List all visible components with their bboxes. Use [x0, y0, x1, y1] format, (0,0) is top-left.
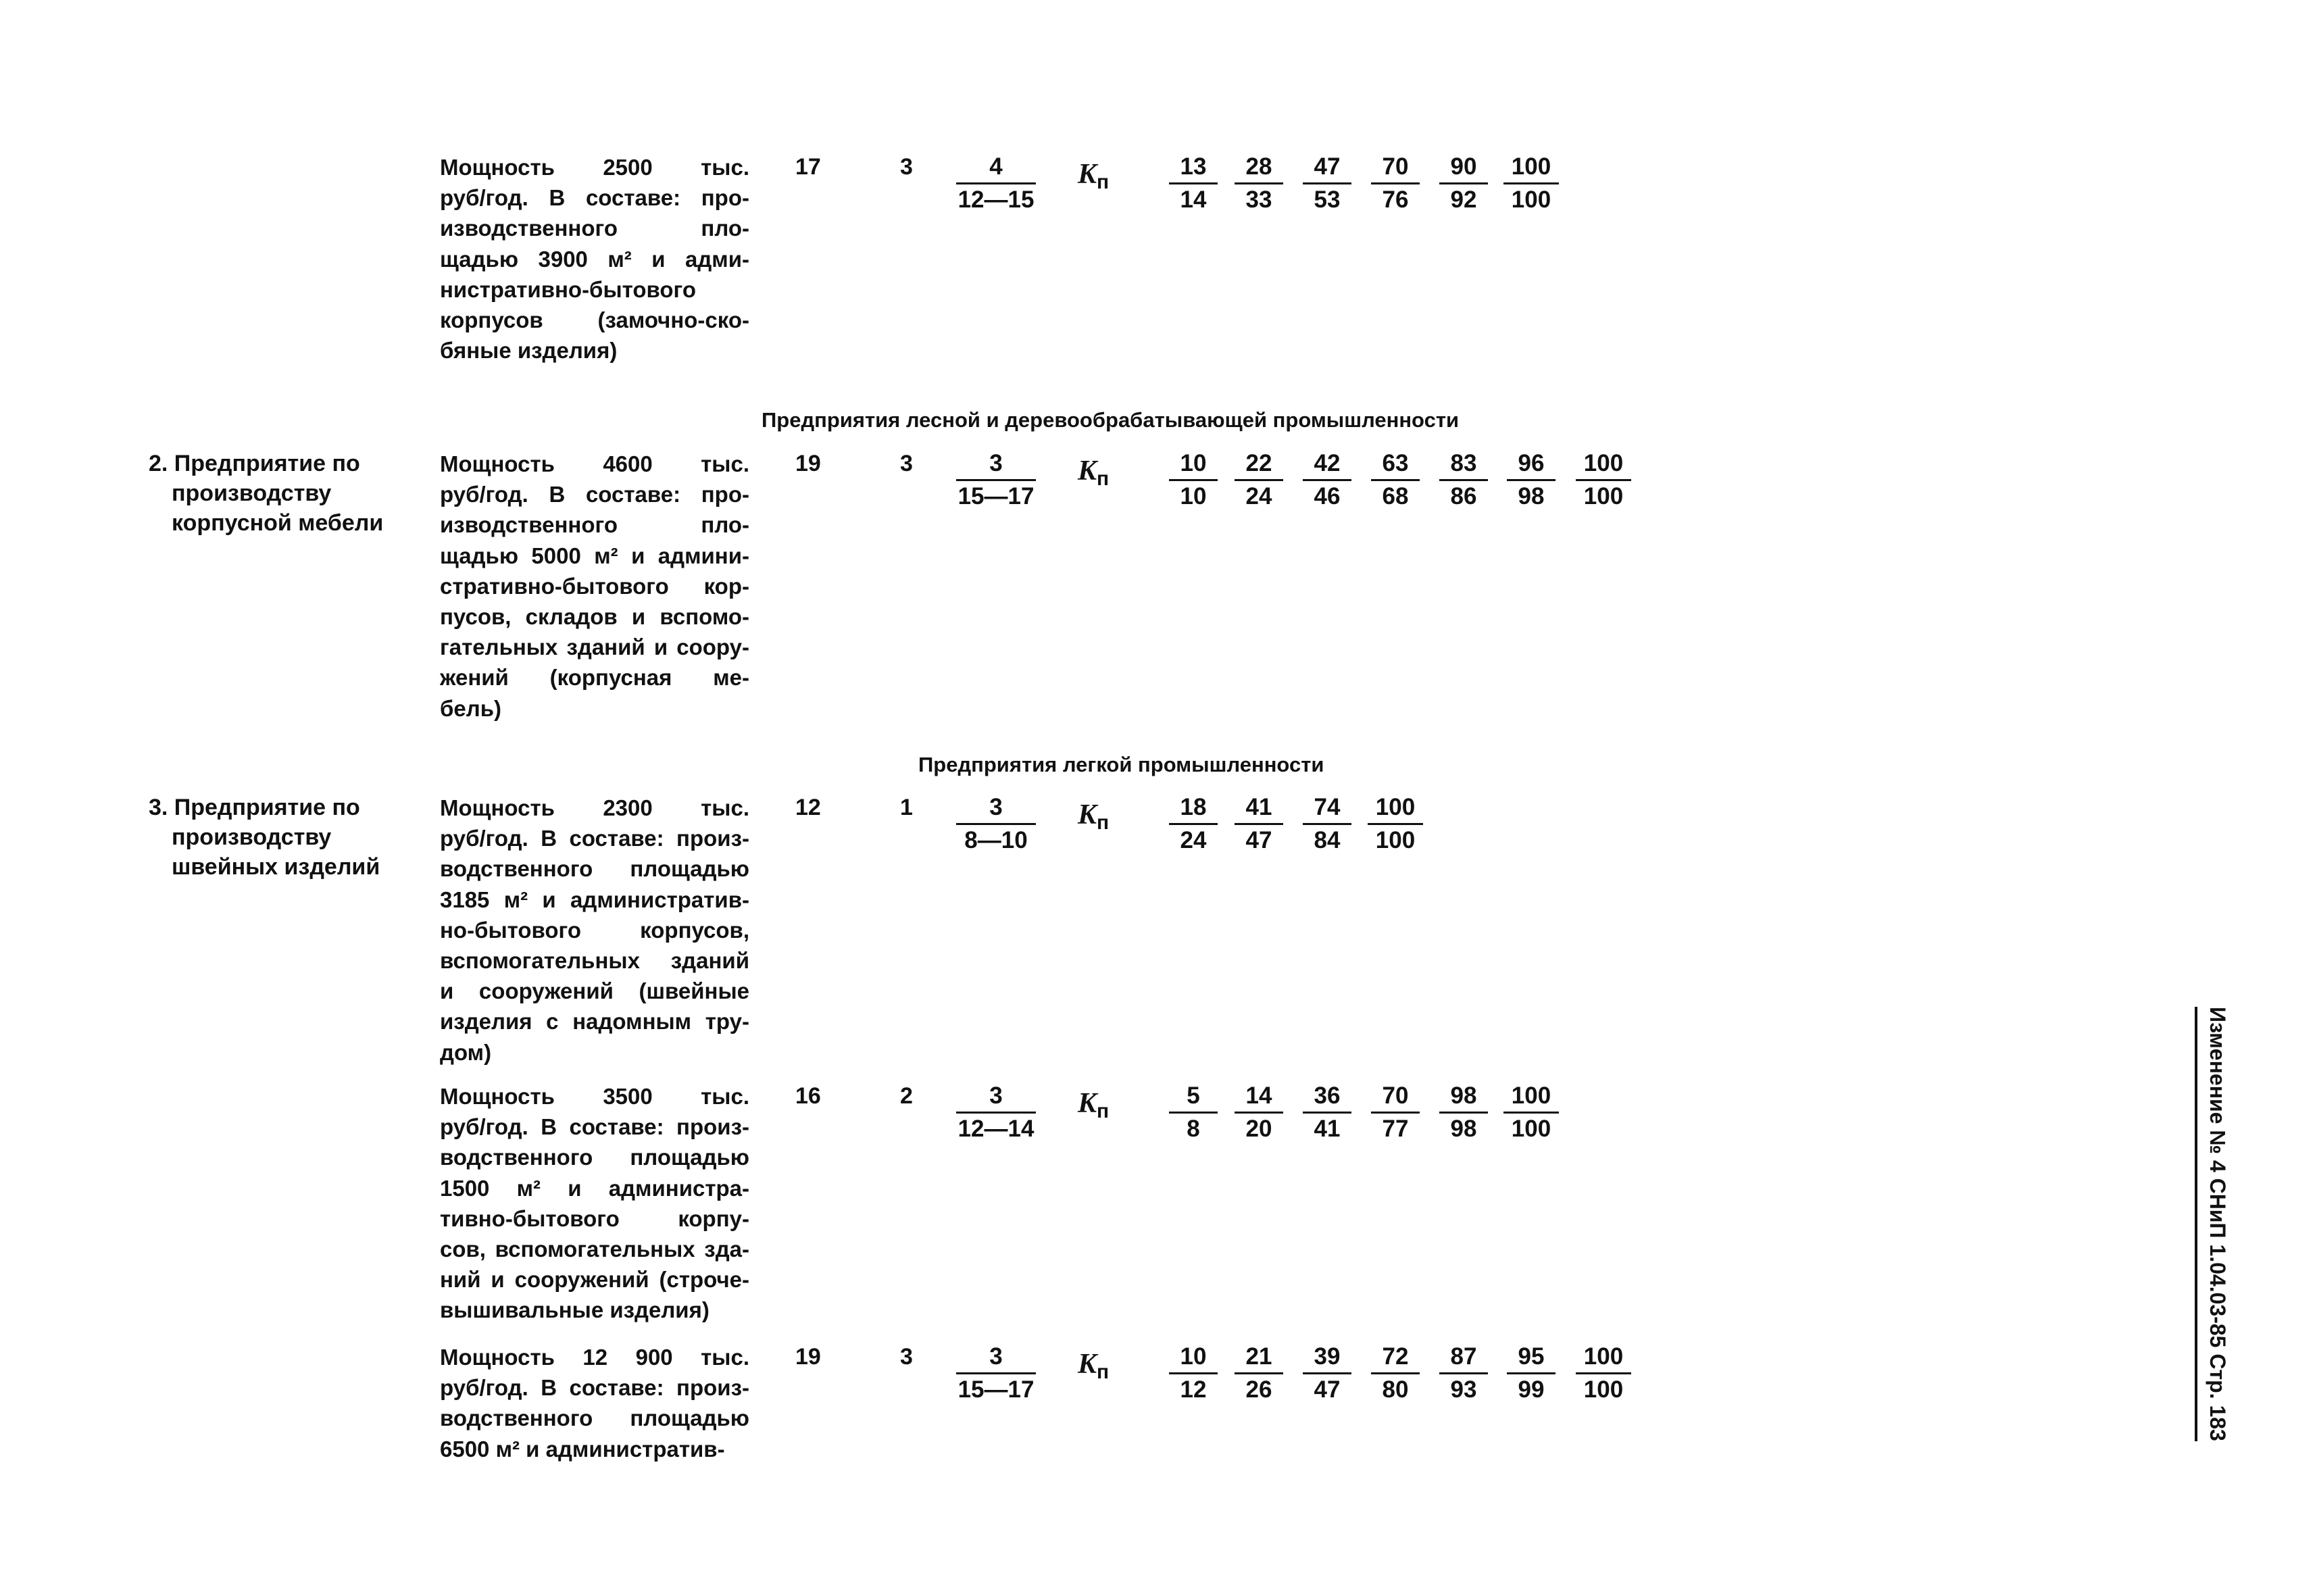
enterprise-name-line: производству [172, 824, 332, 850]
description-line: руб/год. В составе: произ- [440, 1375, 749, 1401]
share-fraction [1303, 792, 1351, 856]
kp-letter: K [1078, 799, 1097, 830]
description-line: корпусов (замочно-ско- [440, 307, 749, 333]
description-line: Мощность 2300 тыс. [440, 795, 749, 820]
share-fraction [1169, 792, 1218, 856]
share-numerator: 100 [1503, 151, 1559, 184]
share-denominator: 98 [1450, 1116, 1477, 1142]
description-line: руб/год. В составе: про- [440, 482, 749, 507]
share-numerator: 100 [1576, 1341, 1631, 1374]
kp-subscript: п [1097, 171, 1110, 193]
column-2-value: 3 [900, 154, 913, 180]
kp-letter: K [1078, 1088, 1097, 1119]
kp-symbol [1078, 159, 1109, 197]
share-denominator: 53 [1314, 186, 1341, 213]
share-fraction [1503, 1080, 1559, 1145]
column-2-value: 2 [900, 1083, 913, 1109]
description-line: бель) [440, 695, 501, 721]
share-fraction [1303, 1341, 1351, 1405]
description-line: водственного площадью [440, 1145, 749, 1170]
kp-subscript: п [1097, 468, 1110, 490]
share-denominator: 100 [1511, 186, 1551, 213]
ratio-denominator: 12—14 [957, 1116, 1035, 1142]
share-numerator: 36 [1303, 1080, 1351, 1114]
share-denominator: 26 [1245, 1376, 1272, 1403]
share-denominator: 84 [1314, 827, 1341, 853]
share-denominator: 24 [1245, 483, 1272, 509]
ratio-fraction [956, 448, 1036, 512]
kp-subscript: п [1097, 812, 1110, 834]
ratio-denominator: 12—15 [957, 186, 1035, 213]
column-1-value: 12 [795, 795, 821, 820]
share-fraction [1169, 448, 1218, 512]
description-line: гательных зданий и соору- [440, 634, 749, 660]
ratio-fraction [956, 792, 1036, 856]
share-numerator: 74 [1303, 792, 1351, 825]
description-line: водственного площадью [440, 856, 749, 882]
kp-subscript: п [1097, 1361, 1110, 1383]
kp-letter: K [1078, 159, 1097, 190]
share-numerator: 100 [1503, 1080, 1559, 1114]
share-fraction [1368, 792, 1423, 856]
ratio-denominator: 8—10 [964, 827, 1028, 853]
ratio-fraction [956, 1341, 1036, 1405]
share-denominator: 92 [1450, 186, 1477, 213]
enterprise-name-line: 2. Предприятие по [149, 451, 360, 476]
ratio-denominator: 15—17 [957, 483, 1035, 509]
description-line: Мощность 3500 тыс. [440, 1084, 749, 1109]
description-line: руб/год. В составе: про- [440, 185, 749, 211]
enterprise-name-line: производству [172, 480, 332, 506]
share-fraction [1439, 151, 1488, 216]
description-line: щадью 5000 м² и админи- [440, 543, 749, 568]
share-fraction [1439, 1341, 1488, 1405]
share-denominator: 76 [1382, 186, 1409, 213]
ratio-numerator: 3 [956, 792, 1036, 825]
column-1-value: 16 [795, 1083, 821, 1109]
share-denominator: 100 [1375, 827, 1416, 853]
share-numerator: 21 [1235, 1341, 1283, 1374]
share-denominator: 46 [1314, 483, 1341, 509]
enterprise-description [440, 1081, 749, 1326]
share-numerator: 70 [1371, 1080, 1420, 1114]
description-line: руб/год. В составе: произ- [440, 826, 749, 851]
section-title-light-industry: Предприятия легкой промышленности [918, 753, 1324, 776]
share-fraction [1439, 448, 1488, 512]
share-denominator: 68 [1382, 483, 1409, 509]
kp-symbol [1078, 800, 1109, 838]
description-line: 1500 м² и администра- [440, 1175, 749, 1201]
share-numerator: 70 [1371, 151, 1420, 184]
description-line: изделия с надомным тру- [440, 1009, 749, 1034]
share-denominator: 20 [1245, 1116, 1272, 1142]
share-fraction [1303, 448, 1351, 512]
description-line: нистративно-бытового [440, 276, 696, 302]
ratio-fraction [956, 1080, 1036, 1145]
ratio-numerator: 3 [956, 1080, 1036, 1114]
share-numerator: 10 [1169, 1341, 1218, 1374]
share-fraction [1507, 448, 1555, 512]
enterprise-description [440, 1342, 749, 1464]
share-denominator: 80 [1382, 1376, 1409, 1403]
description-line: вспомогательных зданий [440, 948, 749, 974]
description-line: вышивальные изделия) [440, 1297, 710, 1323]
ratio-numerator: 3 [956, 1341, 1036, 1374]
share-fraction [1303, 151, 1351, 216]
share-denominator: 14 [1180, 186, 1207, 213]
kp-symbol [1078, 456, 1109, 494]
share-denominator: 41 [1314, 1116, 1341, 1142]
share-denominator: 77 [1382, 1116, 1409, 1142]
share-fraction [1371, 151, 1420, 216]
share-numerator: 42 [1303, 448, 1351, 481]
share-fraction [1303, 1080, 1351, 1145]
share-denominator: 12 [1180, 1376, 1207, 1403]
share-numerator: 96 [1507, 448, 1555, 481]
description-line: 6500 м² и административ- [440, 1436, 725, 1462]
enterprise-name-line: корпусной мебели [172, 510, 384, 536]
description-line: щадью 3900 м² и адми- [440, 246, 749, 272]
share-numerator: 39 [1303, 1341, 1351, 1374]
share-numerator: 18 [1169, 792, 1218, 825]
kp-letter: K [1078, 455, 1097, 487]
share-numerator: 28 [1235, 151, 1283, 184]
side-header [2186, 1007, 2233, 1514]
enterprise-description [440, 449, 749, 724]
description-line: дом) [440, 1039, 492, 1065]
kp-symbol [1078, 1349, 1109, 1387]
description-line: сов, вспомогательных зда- [440, 1237, 749, 1262]
enterprise-name-line: 3. Предприятие по [149, 795, 360, 820]
share-denominator: 98 [1518, 483, 1545, 509]
share-numerator: 83 [1439, 448, 1488, 481]
column-2-value: 3 [900, 451, 913, 476]
enterprise-name [149, 449, 419, 538]
share-denominator: 93 [1450, 1376, 1477, 1403]
column-1-value: 17 [795, 154, 821, 180]
share-denominator: 47 [1314, 1376, 1341, 1403]
column-2-value: 3 [900, 1344, 913, 1370]
section-title-forestry: Предприятия лесной и деревообрабатывающей промышленности [762, 408, 1460, 432]
description-line: но-бытового корпусов, [440, 917, 749, 943]
share-fraction [1235, 151, 1283, 216]
share-fraction [1503, 151, 1559, 216]
description-line: изводственного пло- [440, 512, 749, 538]
share-fraction [1371, 1080, 1420, 1145]
enterprise-name [149, 793, 419, 882]
description-line: Мощность 2500 тыс. [440, 155, 749, 180]
share-fraction [1235, 1341, 1283, 1405]
share-numerator: 5 [1169, 1080, 1218, 1114]
share-fraction [1576, 1341, 1631, 1405]
ratio-denominator: 15—17 [957, 1376, 1035, 1403]
share-numerator: 14 [1235, 1080, 1283, 1114]
description-line: жений (корпусная ме- [440, 665, 749, 691]
description-line: руб/год. В составе: произ- [440, 1114, 749, 1140]
share-denominator: 10 [1180, 483, 1207, 509]
description-line: Мощность 12 900 тыс. [440, 1345, 749, 1370]
share-numerator: 63 [1371, 448, 1420, 481]
description-line: изводственного пло- [440, 216, 749, 241]
share-denominator: 100 [1511, 1116, 1551, 1142]
enterprise-description [440, 793, 749, 1068]
kp-letter: K [1078, 1349, 1097, 1380]
share-denominator: 86 [1450, 483, 1477, 509]
share-fraction [1235, 448, 1283, 512]
share-fraction [1439, 1080, 1488, 1145]
column-2-value: 1 [900, 795, 913, 820]
description-line: Мощность 4600 тыс. [440, 451, 749, 476]
share-numerator: 47 [1303, 151, 1351, 184]
share-denominator: 8 [1187, 1116, 1200, 1142]
share-numerator: 98 [1439, 1080, 1488, 1114]
share-fraction [1371, 1341, 1420, 1405]
ratio-fraction [956, 151, 1036, 216]
share-denominator: 33 [1245, 186, 1272, 213]
share-denominator: 99 [1518, 1376, 1545, 1403]
share-fraction [1576, 448, 1631, 512]
share-denominator: 100 [1583, 483, 1624, 509]
share-fraction [1169, 1080, 1218, 1145]
side-header-text: Изменение № 4 СНиП 1.04.03-85 Стр. 183 [2195, 1007, 2231, 1441]
share-fraction [1235, 1080, 1283, 1145]
enterprise-description [440, 152, 749, 366]
share-fraction [1169, 151, 1218, 216]
share-fraction [1371, 448, 1420, 512]
enterprise-name-line: швейных изделий [172, 854, 380, 880]
share-numerator: 72 [1371, 1341, 1420, 1374]
description-line: и сооружений (швейные [440, 978, 749, 1004]
share-denominator: 24 [1180, 827, 1207, 853]
share-numerator: 10 [1169, 448, 1218, 481]
share-denominator: 47 [1245, 827, 1272, 853]
share-numerator: 90 [1439, 151, 1488, 184]
kp-symbol [1078, 1089, 1109, 1126]
description-line: тивно-бытового корпу- [440, 1205, 749, 1231]
ratio-numerator: 4 [956, 151, 1036, 184]
description-line: бяные изделия) [440, 338, 618, 364]
share-denominator: 100 [1583, 1376, 1624, 1403]
description-line: водственного площадью [440, 1405, 749, 1431]
description-line: 3185 м² и административ- [440, 887, 749, 912]
description-line: стративно-бытового кор- [440, 573, 749, 599]
share-numerator: 13 [1169, 151, 1218, 184]
share-fraction [1235, 792, 1283, 856]
column-1-value: 19 [795, 451, 821, 476]
share-fraction [1507, 1341, 1555, 1405]
share-numerator: 95 [1507, 1341, 1555, 1374]
share-numerator: 87 [1439, 1341, 1488, 1374]
share-numerator: 41 [1235, 792, 1283, 825]
column-1-value: 19 [795, 1344, 821, 1370]
kp-subscript: п [1097, 1100, 1110, 1122]
description-line: ний и сооружений (строче- [440, 1267, 749, 1293]
share-numerator: 100 [1368, 792, 1423, 825]
description-line: пусов, складов и вспомо- [440, 604, 749, 630]
share-numerator: 100 [1576, 448, 1631, 481]
share-fraction [1169, 1341, 1218, 1405]
ratio-numerator: 3 [956, 448, 1036, 481]
share-numerator: 22 [1235, 448, 1283, 481]
